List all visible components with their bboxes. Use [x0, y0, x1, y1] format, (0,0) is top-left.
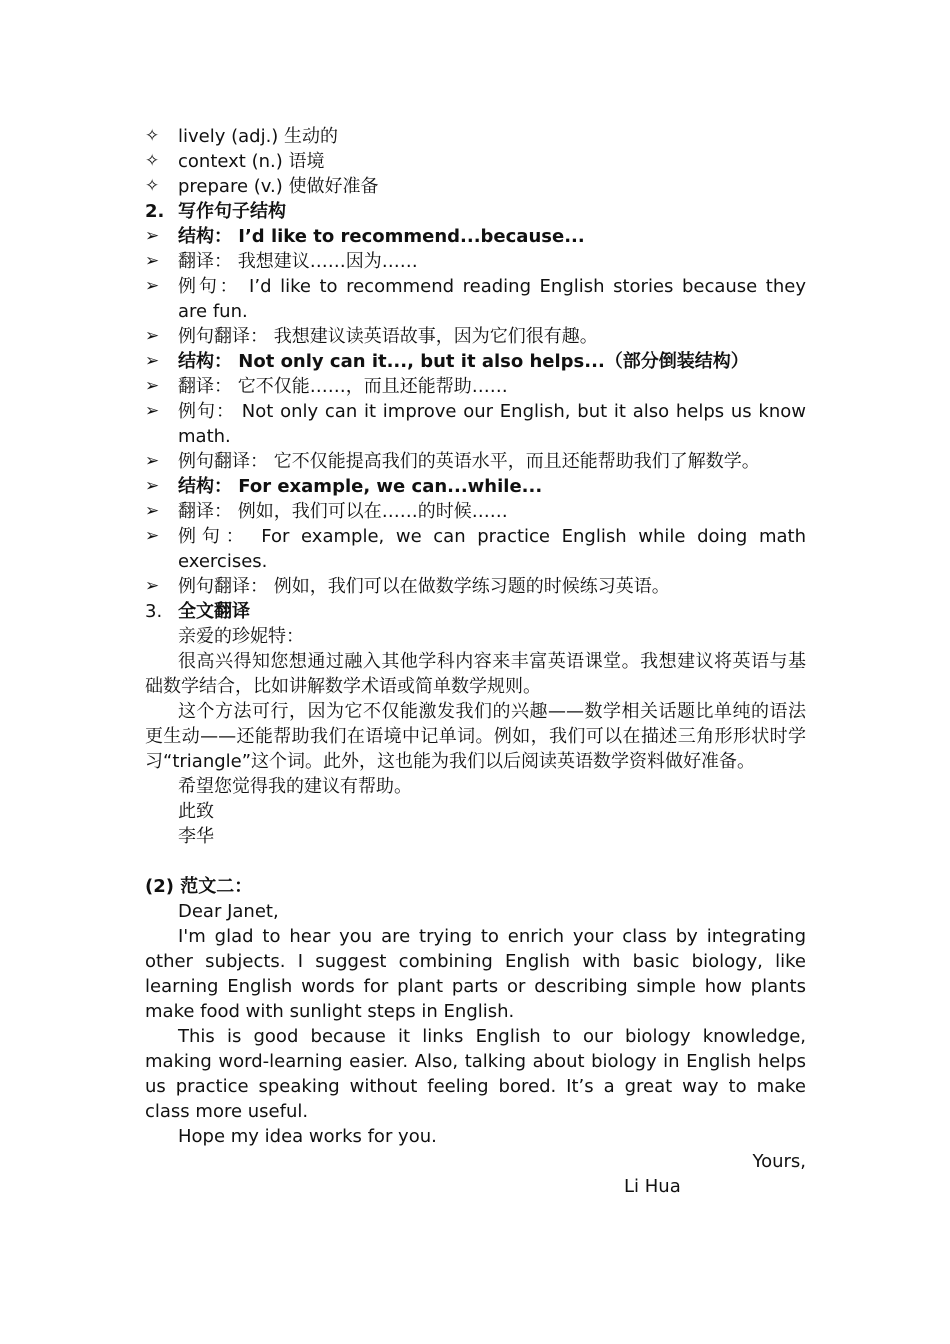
sample-2-heading: (2) 范文二： — [145, 876, 253, 897]
spacer — [145, 849, 806, 874]
example-text: 例句： I’d like to recommend reading English stories because they are fun. — [178, 276, 806, 322]
vocab-item — [145, 174, 806, 199]
vocab-text: context (n.) 语境 — [178, 151, 325, 172]
translation-paragraph: 很高兴得知您想通过融入其他学科内容来丰富英语课堂。我想建议将英语与基础数学结合，比如讲解数学术语或简单数学规则。 — [145, 651, 806, 697]
section-2-heading — [145, 199, 806, 224]
letter-salutation: Dear Janet, — [178, 901, 279, 922]
letter-closing: Yours, — [752, 1151, 806, 1172]
letter-paragraph: I'm glad to hear you are trying to enrich your class by integrating other subjects. I suggest combining English with basic biology, like learning English words for plant parts or describing simple how plants make food with sunlight steps in English. — [145, 926, 806, 1022]
example-item — [145, 274, 806, 324]
example-text: 例句： For example, we can practice English while doing math exercises. — [178, 526, 806, 572]
structure-text: 结构： Not only can it..., but it also helps...（部分倒装结构） — [178, 351, 749, 372]
arrow-bullet-icon: ➢ — [145, 226, 160, 246]
diamond-bullet-icon: ✧ — [145, 126, 160, 146]
translation-closing: 此致 — [178, 801, 214, 822]
arrow-bullet-icon: ➢ — [145, 576, 160, 596]
section-3-heading — [145, 599, 806, 624]
structure-text: 结构： I’d like to recommend...because... — [178, 226, 585, 247]
arrow-bullet-icon: ➢ — [145, 251, 160, 271]
arrow-bullet-icon: ➢ — [145, 376, 160, 396]
example-text: 例句： Not only can it improve our English, but it also helps us know math. — [178, 401, 806, 447]
translation-text: 翻译： 例如，我们可以在……的时候…… — [178, 501, 508, 522]
arrow-bullet-icon: ➢ — [145, 451, 160, 471]
translation-text: 翻译： 它不仅能……，而且还能帮助…… — [178, 376, 508, 397]
example-item — [145, 399, 806, 449]
letter-signature: Li Hua — [624, 1176, 681, 1197]
arrow-bullet-icon: ➢ — [145, 476, 160, 496]
letter-paragraph: Hope my idea works for you. — [178, 1126, 437, 1147]
arrow-bullet-icon: ➢ — [145, 351, 160, 371]
structure-item — [145, 224, 806, 249]
vocab-list — [145, 124, 806, 199]
diamond-bullet-icon: ✧ — [145, 151, 160, 171]
arrow-bullet-icon: ➢ — [145, 326, 160, 346]
translation-paragraph: 这个方法可行，因为它不仅能激发我们的兴趣——数学相关话题比单纯的语法更生动——还能帮助我们在语境中记单词。例如，我们可以在描述三角形形状时学习“triangle”这个词。此外，这也能为我们以后阅读英语数学资料做好准备。 — [145, 701, 806, 772]
translation-text: 翻译： 我想建议……因为…… — [178, 251, 418, 272]
document-page — [145, 124, 806, 1199]
arrow-bullet-icon: ➢ — [145, 526, 160, 546]
letter-paragraph: This is good because it links English to our biology knowledge, making word-learning easier. Also, talking about biology in English helps us practice speaking without feeling bored. It’s a great way to make class more useful. — [145, 1026, 806, 1122]
translation-paragraph: 希望您觉得我的建议有帮助。 — [178, 776, 412, 797]
example-translation-text: 例句翻译： 例如，我们可以在做数学练习题的时候练习英语。 — [178, 576, 670, 597]
example-translation-item — [145, 574, 806, 599]
section-title: 全文翻译 — [178, 601, 250, 622]
translation-item — [145, 374, 806, 399]
arrow-bullet-icon: ➢ — [145, 501, 160, 521]
section-number: 3. — [145, 601, 163, 622]
example-translation-item — [145, 324, 806, 349]
arrow-bullet-icon: ➢ — [145, 401, 160, 421]
arrow-bullet-icon: ➢ — [145, 276, 160, 296]
example-translation-text: 例句翻译： 它不仅能提高我们的英语水平，而且还能帮助我们了解数学。 — [178, 451, 760, 472]
section-number: 2. — [145, 201, 165, 222]
example-translation-item — [145, 449, 806, 474]
translation-signature: 李华 — [178, 826, 214, 847]
example-translation-text: 例句翻译： 我想建议读英语故事，因为它们很有趣。 — [178, 326, 598, 347]
vocab-item — [145, 124, 806, 149]
translation-salutation: 亲爱的珍妮特： — [178, 626, 304, 647]
structure-item — [145, 474, 806, 499]
structure-item — [145, 349, 806, 374]
diamond-bullet-icon: ✧ — [145, 176, 160, 196]
translation-item — [145, 249, 806, 274]
vocab-text: lively (adj.) 生动的 — [178, 126, 339, 147]
translation-item — [145, 499, 806, 524]
example-item — [145, 524, 806, 574]
structure-text: 结构： For example, we can...while... — [178, 476, 543, 497]
vocab-text: prepare (v.) 使做好准备 — [178, 176, 379, 197]
vocab-item — [145, 149, 806, 174]
section-title: 写作句子结构 — [178, 201, 286, 222]
